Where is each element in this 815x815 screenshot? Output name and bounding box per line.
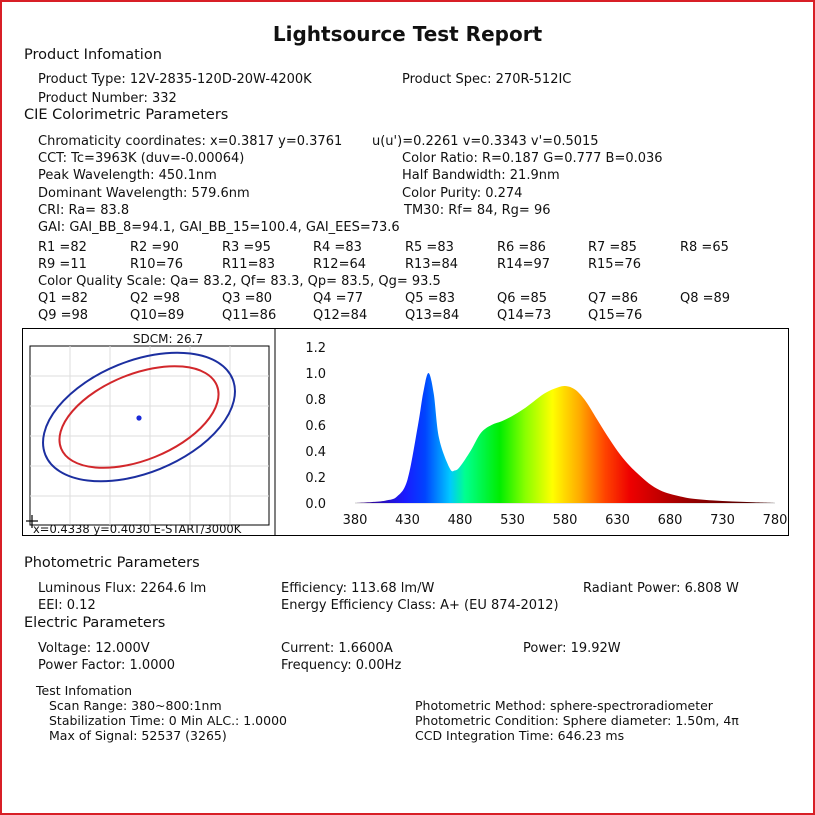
y-tick-label: 1.2 bbox=[305, 341, 326, 356]
radiant-power: Radiant Power: 6.808 W bbox=[583, 581, 739, 596]
color-purity: Color Purity: 0.274 bbox=[402, 186, 523, 201]
test-heading: Test Infomation bbox=[36, 683, 133, 698]
peak-wavelength: Peak Wavelength: 450.1nm bbox=[38, 168, 217, 183]
product-number: Product Number: 332 bbox=[38, 91, 177, 106]
voltage: Voltage: 12.000V bbox=[38, 641, 150, 656]
r-value: R2 =90 bbox=[130, 240, 179, 255]
tm30: TM30: Rf= 84, Rg= 96 bbox=[404, 203, 551, 218]
q-value: Q9 =98 bbox=[38, 308, 89, 323]
sdcm-label: SDCM: 26.7 bbox=[132, 332, 204, 346]
sdcm-footer: x=0.4338 y=0.4030 E-START/3000K bbox=[33, 522, 242, 536]
q-value: Q13=84 bbox=[405, 308, 460, 323]
color-ratio: Color Ratio: R=0.187 G=0.777 B=0.036 bbox=[402, 151, 663, 166]
r-value: R5 =83 bbox=[405, 240, 454, 255]
y-tick-label: 0.8 bbox=[305, 393, 326, 408]
q-value: Q5 =83 bbox=[405, 291, 456, 306]
gai: GAI: GAI_BB_8=94.1, GAI_BB_15=100.4, GAI_EES=73.6 bbox=[38, 220, 400, 235]
half-bandwidth: Half Bandwidth: 21.9nm bbox=[402, 168, 560, 183]
q-value: Q2 =98 bbox=[130, 291, 181, 306]
y-tick-label: 0.4 bbox=[305, 445, 326, 460]
current: Current: 1.6600A bbox=[281, 641, 393, 656]
chart-svg bbox=[22, 328, 789, 536]
r-value: R7 =85 bbox=[588, 240, 637, 255]
scan-range: Scan Range: 380~800:1nm bbox=[49, 698, 222, 713]
ccd-integration-time: CCD Integration Time: 646.23 ms bbox=[415, 728, 625, 743]
x-tick-label: 730 bbox=[710, 513, 735, 528]
x-tick-label: 480 bbox=[447, 513, 473, 528]
x-tick-label: 680 bbox=[657, 513, 683, 528]
photometric-method: Photometric Method: sphere-spectroradiometer bbox=[415, 698, 713, 713]
chromaticity-point bbox=[136, 415, 141, 420]
q-value: Q4 =77 bbox=[313, 291, 364, 306]
x-tick-label: 630 bbox=[605, 513, 630, 528]
r-value: R14=97 bbox=[497, 257, 551, 272]
uv-coordinates: u(u')=0.2261 v=0.3343 v'=0.5015 bbox=[372, 134, 599, 149]
r-value: R10=76 bbox=[130, 257, 184, 272]
cri: CRI: Ra= 83.8 bbox=[38, 203, 130, 218]
photometric-condition: Photometric Condition: Sphere diameter: 1.50m, 4π bbox=[415, 713, 739, 728]
x-tick-label: 380 bbox=[342, 513, 368, 528]
energy-class: Energy Efficiency Class: A+ (EU 874-2012) bbox=[281, 598, 559, 613]
chromaticity: Chromaticity coordinates: x=0.3817 y=0.3761 bbox=[38, 134, 343, 149]
q-value: Q15=76 bbox=[588, 308, 643, 323]
dominant-wavelength: Dominant Wavelength: 579.6nm bbox=[38, 186, 250, 201]
spectrum-x-ticks bbox=[343, 513, 788, 528]
x-tick-label: 780 bbox=[762, 513, 788, 528]
y-tick-label: 0.2 bbox=[305, 471, 326, 486]
y-tick-label: 0.6 bbox=[305, 419, 326, 434]
product-heading: Product Infomation bbox=[24, 47, 162, 63]
q-value: Q11=86 bbox=[222, 308, 277, 323]
x-tick-label: 580 bbox=[552, 513, 578, 528]
r-value: R15=76 bbox=[588, 257, 642, 272]
chart-panel bbox=[22, 328, 789, 536]
y-tick-label: 0.0 bbox=[305, 497, 326, 512]
max-signal: Max of Signal: 52537 (3265) bbox=[49, 728, 227, 743]
power: Power: 19.92W bbox=[523, 641, 621, 656]
q-value: Q8 =89 bbox=[680, 291, 731, 306]
r-value: R1 =82 bbox=[38, 240, 87, 255]
q-value: Q12=84 bbox=[313, 308, 368, 323]
eei: EEI: 0.12 bbox=[38, 598, 96, 613]
r-value: R8 =65 bbox=[680, 240, 729, 255]
q-value: Q7 =86 bbox=[588, 291, 639, 306]
photometric-heading: Photometric Parameters bbox=[24, 555, 200, 571]
frequency: Frequency: 0.00Hz bbox=[281, 658, 402, 673]
q-value: Q1 =82 bbox=[38, 291, 89, 306]
q-value: Q14=73 bbox=[497, 308, 552, 323]
r-value: R12=64 bbox=[313, 257, 367, 272]
q-value: Q6 =85 bbox=[497, 291, 548, 306]
product-spec: Product Spec: 270R-512IC bbox=[402, 72, 572, 87]
r-value: R13=84 bbox=[405, 257, 459, 272]
power-factor: Power Factor: 1.0000 bbox=[38, 658, 176, 673]
spectrum-curve bbox=[355, 373, 775, 503]
r-value: R11=83 bbox=[222, 257, 276, 272]
cct: CCT: Tc=3963K (duv=-0.00064) bbox=[38, 151, 245, 166]
efficiency: Efficiency: 113.68 lm/W bbox=[281, 581, 435, 596]
y-tick-label: 1.0 bbox=[305, 367, 326, 382]
r-value: R9 =11 bbox=[38, 257, 87, 272]
color-quality-scale: Color Quality Scale: Qa= 83.2, Qf= 83.3, Qp= 83.5, Qg= 93.5 bbox=[38, 274, 441, 289]
cie-heading: CIE Colorimetric Parameters bbox=[24, 107, 229, 123]
q-value: Q3 =80 bbox=[222, 291, 273, 306]
r-value: R3 =95 bbox=[222, 240, 271, 255]
product-type: Product Type: 12V-2835-120D-20W-4200K bbox=[38, 72, 312, 87]
x-tick-label: 530 bbox=[500, 513, 525, 528]
r-value: R4 =83 bbox=[313, 240, 362, 255]
report-title: Lightsource Test Report bbox=[272, 22, 543, 46]
electric-heading: Electric Parameters bbox=[24, 615, 166, 631]
stabilization-time: Stabilization Time: 0 Min ALC.: 1.0000 bbox=[49, 713, 287, 728]
x-tick-label: 430 bbox=[395, 513, 420, 528]
luminous-flux: Luminous Flux: 2264.6 lm bbox=[38, 581, 207, 596]
r-value: R6 =86 bbox=[497, 240, 546, 255]
spectrum-y-ticks bbox=[305, 341, 326, 512]
q-value: Q10=89 bbox=[130, 308, 185, 323]
